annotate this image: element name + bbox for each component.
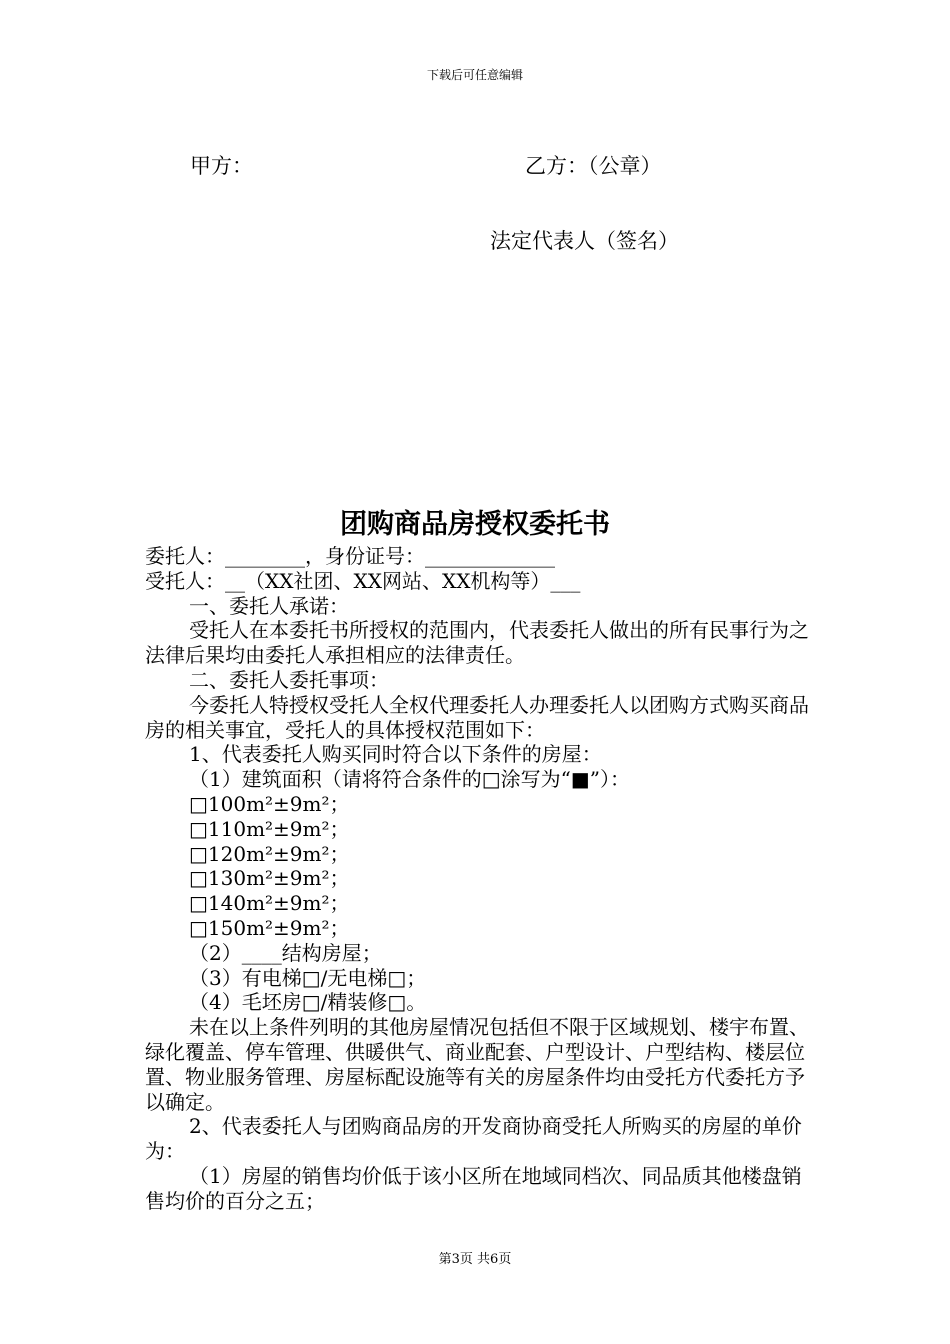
document-title: 团购商品房授权委托书	[340, 509, 610, 540]
page-number: 第3页 共6页	[438, 1252, 512, 1267]
header-note: 下载后可任意编辑	[426, 68, 523, 82]
clause-1: 1、代表委托人购买同时符合以下条件的房屋：	[189, 742, 602, 767]
legal-representative-label: 法定代表人（签名）	[490, 229, 679, 253]
area-option-150: □150m²±9m²；	[189, 915, 350, 940]
clause-1-elevator: （3）有电梯□/无电梯□；	[189, 965, 427, 990]
party-a-label: 甲方：	[190, 154, 253, 178]
area-option-130: □130m²±9m²；	[189, 866, 350, 891]
area-option-110: □110m²±9m²；	[189, 816, 350, 841]
clause-1-decoration: （4）毛坯房□/精装修□。	[189, 990, 427, 1015]
party-b-label: 乙方：（公章）	[525, 154, 662, 178]
paragraph-agent: 受托人：__（XX社团、XX网站、XX机构等）___	[145, 568, 581, 593]
section-heading-matters: 二、委托人委托事项：	[189, 667, 389, 692]
clause-2: 2、代表委托人与团购商品房的开发商协商受托人所购买的房屋的单价为：	[145, 1114, 802, 1164]
paragraph-authorization: 今委托人特授权受托人全权代理委托人办理委托人以团购方式购买商品房的相关事宜，受托人的具体授权范围如下：	[145, 692, 809, 742]
clause-2-price: （1）房屋的销售均价低于该小区所在地域同档次、同品质其他楼盘销售均价的百分之五；	[145, 1163, 802, 1213]
paragraph-commitment: 受托人在本委托书所授权的范围内，代表委托人做出的所有民事行为之法律后果均由委托人承担相应的法律责任。	[145, 618, 809, 668]
document-body	[145, 544, 810, 1214]
area-option-100: □100m²±9m²；	[189, 791, 350, 816]
section-heading-commitment: 一、委托人承诺：	[189, 593, 349, 618]
paragraph-principal: 委托人：________，身份证号：_____________	[145, 544, 555, 568]
area-option-120: □120m²±9m²；	[189, 841, 350, 866]
paragraph-other-conditions: 未在以上条件列明的其他房屋情况包括但不限于区域规划、楼宇布置、绿化覆盖、停车管理、供暖供气、商业配套、户型设计、户型结构、楼层位置、物业服务管理、房屋标配设施等有关的房屋条件均由受托方代委托方予以确定。	[145, 1015, 809, 1114]
clause-1-area-heading: （1）建筑面积（请将符合条件的□涂写为“■”）：	[189, 767, 630, 792]
clause-1-structure: （2）____结构房屋；	[189, 940, 382, 965]
area-option-140: □140m²±9m²；	[189, 891, 350, 916]
